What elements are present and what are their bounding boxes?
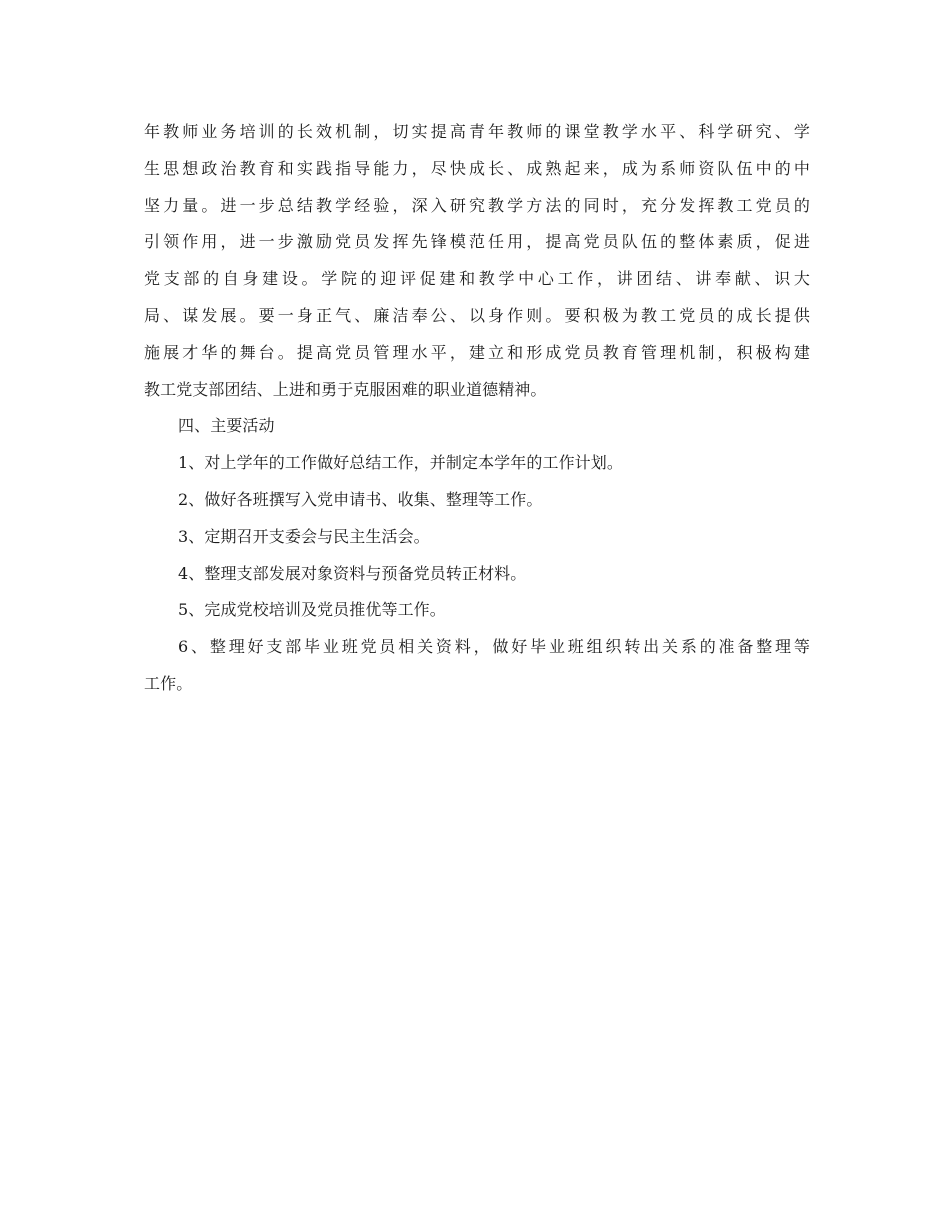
document-body (144, 114, 810, 703)
activity-item: 4、整理支部发展对象资料与预备党员转正材料。 (178, 563, 527, 583)
paragraph-line: 坚力量。进一步总结教学经验，深入研究教学方法的同时，充分发挥教工党员的 (144, 195, 810, 215)
paragraph-line: 教工党支部团结、上进和勇于克服困难的职业道德精神。 (144, 379, 547, 399)
activity-item: 2、做好各班撰写入党申请书、收集、整理等工作。 (178, 489, 543, 509)
paragraph-line: 生思想政治教育和实践指导能力，尽快成长、成熟起来，成为系师资队伍中的中 (144, 158, 810, 178)
activity-item: 3、定期召开支委会与民主生活会。 (178, 526, 430, 546)
paragraph-line: 年教师业务培训的长效机制，切实提高青年教师的课堂教学水平、科学研究、学 (144, 122, 810, 141)
activity-item: 6、整理好支部毕业班党员相关资料，做好毕业班组织转出关系的准备整理等 (178, 637, 810, 657)
activity-item: 1、对上学年的工作做好总结工作，并制定本学年的工作计划。 (178, 453, 623, 473)
activity-item: 5、完成党校培训及党员推优等工作。 (178, 600, 446, 620)
paragraph-line: 施展才华的舞台。提高党员管理水平，建立和形成党员教育管理机制，积极构建 (144, 342, 810, 362)
paragraph-line: 党支部的自身建设。学院的迎评促建和教学中心工作，讲团结、讲奉献、识大 (144, 269, 810, 289)
activity-item-continuation: 工作。 (144, 673, 193, 693)
paragraph-line: 引领作用，进一步激励党员发挥先锋模范任用，提高党员队伍的整体素质，促进 (144, 232, 810, 252)
section-heading: 四、主要活动 (178, 416, 275, 436)
paragraph-line: 局、谋发展。要一身正气、廉洁奉公、以身作则。要积极为教工党员的成长提供 (144, 305, 810, 325)
